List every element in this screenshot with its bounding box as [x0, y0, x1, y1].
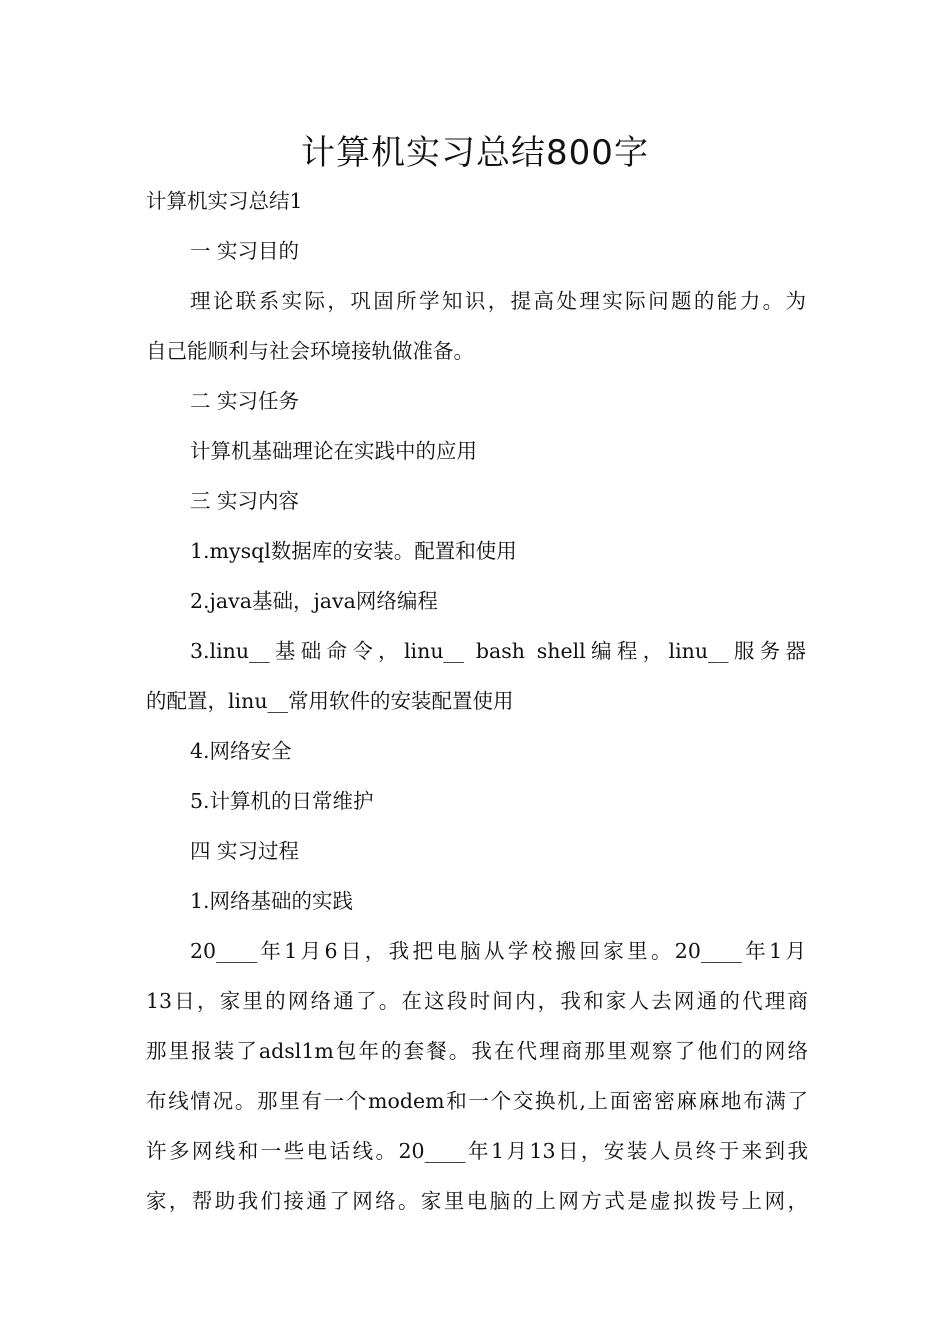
paragraph-line: 家，帮助我们接通了网络。家里电脑的上网方式是虚拟拨号上网，: [146, 1189, 808, 1213]
list-item: 5.计算机的日常维护: [190, 789, 374, 813]
paragraph-line: 的配置，linu__常用软件的安装配置使用: [146, 689, 514, 713]
list-item: 3.linu__基础命令，linu__ bash shell编程，linu__服务器: [190, 639, 806, 663]
paragraph-line: 那里报装了adsl1m包年的套餐。我在代理商那里观察了他们的网络: [146, 1039, 808, 1063]
paragraph-line: 布线情况。那里有一个modem和一个交换机,上面密密麻麻地布满了: [146, 1089, 808, 1113]
paragraph-line: 计算机基础理论在实践中的应用: [190, 439, 477, 463]
paragraph-line: 20____年1月6日，我把电脑从学校搬回家里。20____年1月: [190, 939, 806, 963]
subsection-heading: 一 实习目的: [190, 239, 300, 263]
paragraph-line: 自己能顺利与社会环境接轨做准备。: [146, 339, 474, 363]
paragraph-line: 理论联系实际，巩固所学知识，提高处理实际问题的能力。为: [190, 289, 806, 313]
list-item: 1.网络基础的实践: [190, 889, 354, 913]
paragraph-line: 许多网线和一些电话线。20____年1月13日，安装人员终于来到我: [146, 1139, 808, 1163]
paragraph-line: 13日，家里的网络通了。在这段时间内，我和家人去网通的代理商: [146, 989, 808, 1013]
list-item: 2.java基础，java网络编程: [190, 589, 438, 613]
document-title: 计算机实习总结800字: [301, 133, 649, 173]
subsection-heading: 三 实习内容: [190, 489, 300, 513]
subsection-heading: 四 实习过程: [190, 839, 300, 863]
subsection-heading: 二 实习任务: [190, 389, 300, 413]
list-item: 1.mysql数据库的安装。配置和使用: [190, 539, 517, 563]
section-heading: 计算机实习总结1: [146, 189, 303, 213]
list-item: 4.网络安全: [190, 739, 292, 763]
